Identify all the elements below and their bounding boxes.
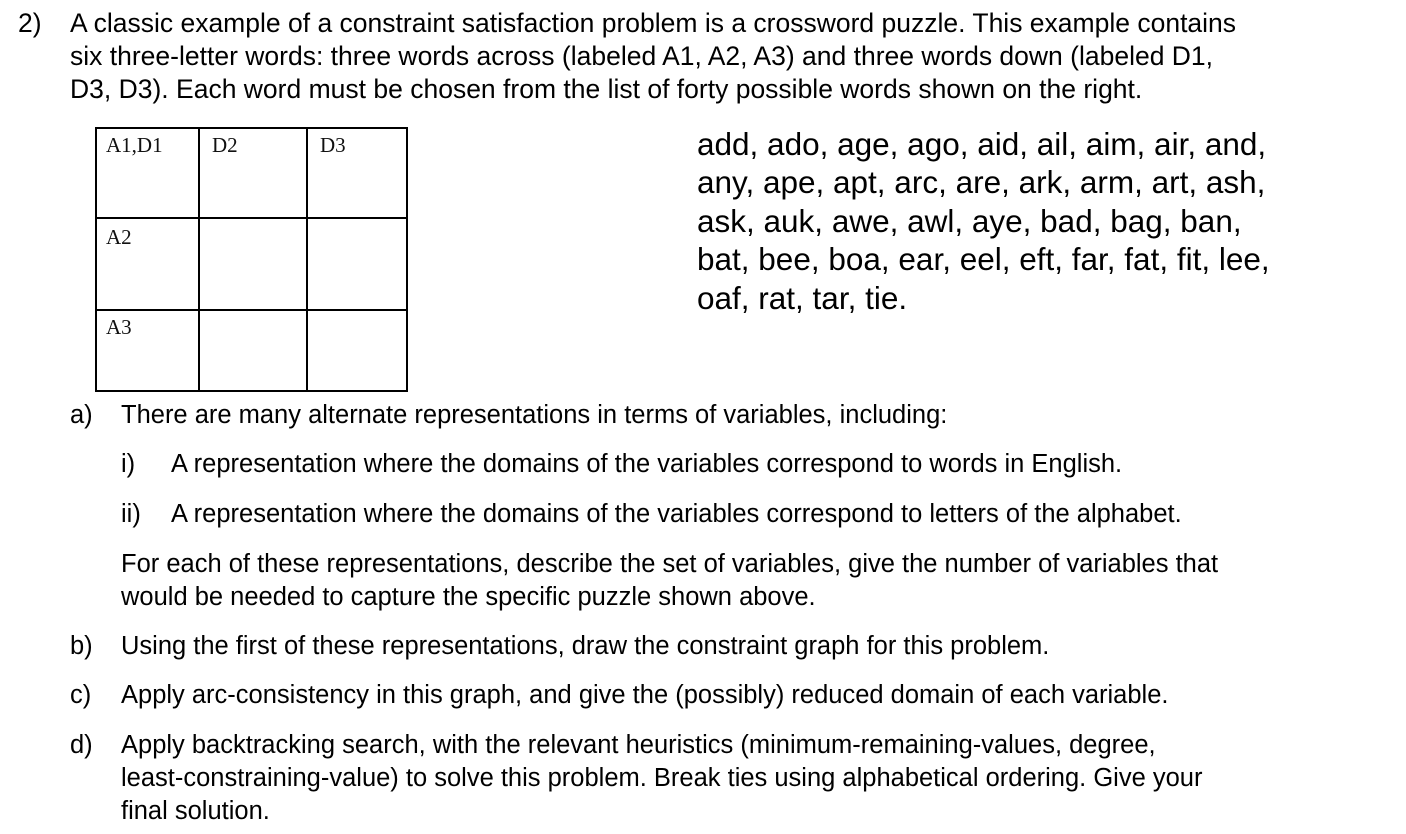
part-a-sub-ii-text: A representation where the domains of the variables correspond to letters of the alphabet. bbox=[171, 500, 1182, 528]
part-a-followup-line-2: would be needed to capture the specific puzzle shown above. bbox=[121, 583, 816, 611]
part-a-sub-i-text: A representation where the domains of the variables correspond to words in English. bbox=[171, 450, 1123, 478]
word-list-line-2: any, ape, apt, arc, are, ark, arm, art, ash, bbox=[697, 164, 1266, 200]
part-d-line-2: least-constraining-value) to solve this problem. Break ties using alphabetical ordering. Give your bbox=[121, 764, 1203, 792]
part-a-sub-i-marker: i) bbox=[121, 450, 136, 478]
part-c-text: Apply arc-consistency in this graph, and give the (possibly) reduced domain of each variable. bbox=[121, 681, 1169, 709]
word-list-line-5: oaf, rat, tar, tie. bbox=[697, 280, 908, 316]
part-d-line-3: final solution. bbox=[121, 797, 270, 825]
word-list-line-4: bat, bee, boa, ear, eel, eft, far, fat, fit, lee, bbox=[697, 241, 1270, 277]
part-a-marker: a) bbox=[70, 401, 93, 429]
grid-label-a1-d1: A1,D1 bbox=[106, 133, 163, 157]
part-a-text: There are many alternate representations in terms of variables, including: bbox=[121, 401, 948, 429]
question-number: 2) bbox=[18, 8, 42, 38]
part-b-text: Using the first of these representations, draw the constraint graph for this problem. bbox=[121, 632, 1050, 660]
grid-label-d3: D3 bbox=[320, 133, 346, 157]
grid-label-a3: A3 bbox=[106, 315, 132, 339]
grid-vertical-line-1 bbox=[198, 129, 200, 390]
grid-horizontal-line-1 bbox=[97, 217, 406, 219]
part-d-line-1: Apply backtracking search, with the relevant heuristics (minimum-remaining-values, degree, bbox=[121, 731, 1156, 759]
grid-vertical-line-2 bbox=[306, 129, 308, 390]
word-list-line-1: add, ado, age, ago, aid, ail, aim, air, and, bbox=[697, 126, 1267, 162]
part-a-sub-ii-marker: ii) bbox=[121, 500, 141, 528]
word-list-line-3: ask, auk, awe, awl, aye, bad, bag, ban, bbox=[697, 203, 1242, 239]
grid-label-d2: D2 bbox=[212, 133, 238, 157]
intro-line-3: D3, D3). Each word must be chosen from the list of forty possible words shown on the right. bbox=[70, 74, 1143, 104]
grid-horizontal-line-2 bbox=[97, 309, 406, 311]
part-b-marker: b) bbox=[70, 632, 93, 660]
part-d-marker: d) bbox=[70, 731, 93, 759]
crossword-grid bbox=[95, 127, 408, 392]
intro-line-2: six three-letter words: three words across (labeled A1, A2, A3) and three words down (labeled D1, bbox=[70, 41, 1214, 71]
part-a-followup-line-1: For each of these representations, describe the set of variables, give the number of variables that bbox=[121, 550, 1219, 578]
intro-line-1: A classic example of a constraint satisfaction problem is a crossword puzzle. This example contains bbox=[70, 8, 1237, 38]
part-c-marker: c) bbox=[70, 681, 92, 709]
grid-label-a2: A2 bbox=[106, 225, 132, 249]
